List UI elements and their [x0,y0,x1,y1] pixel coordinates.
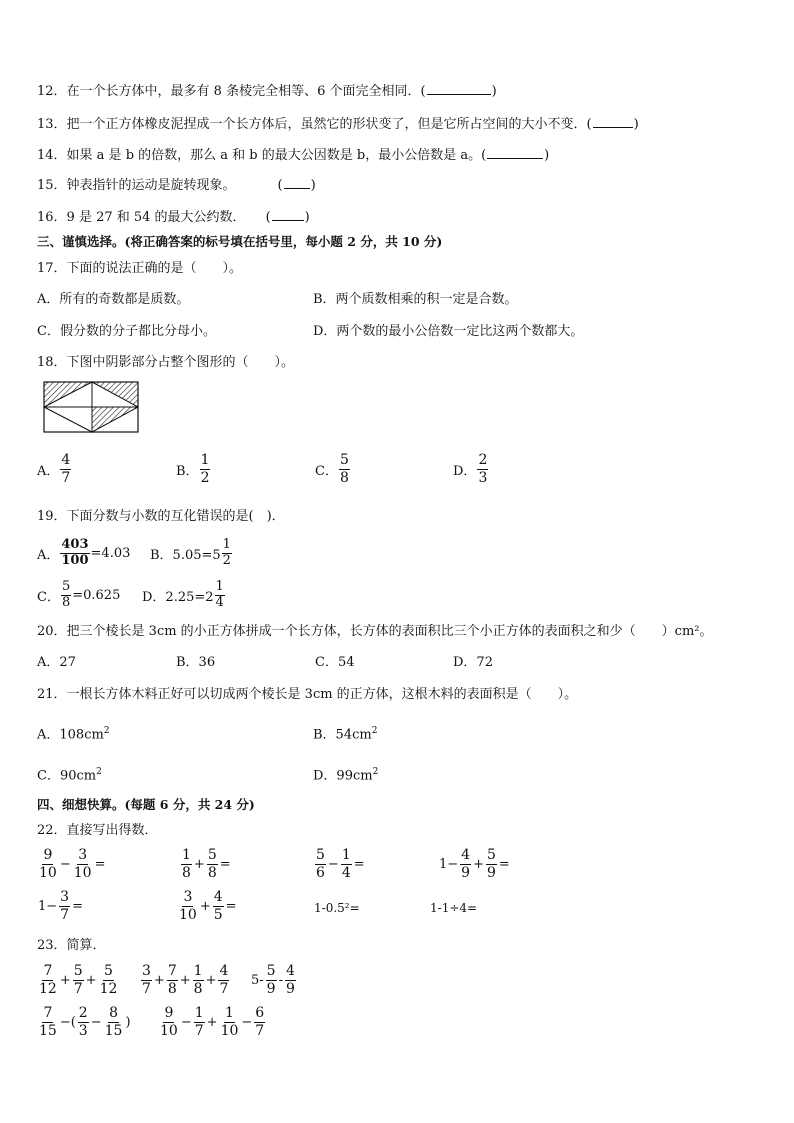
question-23-stem: 23．简算． [37,938,106,953]
option-label: B．5.05=5 [150,547,221,563]
q21-option-b[interactable]: B．$54cm^2$ [313,726,378,743]
option-label: A． [37,463,60,479]
q21-option-d[interactable]: D．$99cm^2$ [313,767,379,784]
q22-expression-4: 1− $\frac{4}{9}$ + $\frac{5}{9}$ = [439,847,510,881]
q18-option-d[interactable] [453,452,489,486]
fraction: $\frac{2}{3}$ [478,452,488,486]
option-label: D． [453,463,477,479]
paren-open: ( [265,210,271,225]
section-4-title: 四、细想快算。(每题 6 分，共 24 分) [37,797,255,812]
q16-text: 16．9 是 27 和 54 的最大公约数． [37,210,246,225]
q17-option-b[interactable]: B．两个质数相乘的积一定是合数。 [313,292,518,307]
paren-open: ( [277,178,283,193]
q13-text: 13．把一个正方体橡皮泥捏成一个长方体后，虽然它的形状变了，但是它所占空间的大小不变．( [37,117,592,132]
question-22-stem: 22．直接写出得数． [37,823,158,838]
q20-option-a[interactable]: A．27 [37,655,76,670]
answer-blank[interactable] [427,82,491,95]
answer-blank[interactable] [284,176,310,189]
fraction: $\frac{4}{7}$ [61,452,71,486]
paren-close: ) [633,117,639,132]
fraction: $\frac{1}{2}$ [222,537,231,568]
q23-expression-2: $\frac{3}{7}$ + $\frac{7}{8}$ + $\frac{1}{8}$ + $\frac{4}{7}$ [142,963,229,997]
q23-expression-1: $\frac{7}{12}$ + $\frac{5}{7}$ + $\frac{5}{12}$ [39,963,118,997]
question-18-stem: 18．下图中阴影部分占整个图形的（ ）。 [37,355,295,370]
fraction: $\frac{5}{8}$ [61,579,71,610]
question-21-stem: 21．一根长方体木料正好可以切成两个棱长是 3cm 的正方体，这根木料的表面积是（ ）。 [37,687,578,702]
q22-expression-6: $\frac{3}{10}$ + $\frac{4}{5}$ = [179,889,237,923]
answer-blank[interactable] [272,208,304,221]
option-value: =4.03 [90,545,131,561]
option-label: B． [176,463,199,479]
q17-option-c[interactable]: C．假分数的分子都比分母小。 [37,324,216,339]
q21-option-a[interactable]: A．$108cm^2$ [37,726,110,743]
answer-blank[interactable] [593,115,633,128]
q19-option-a[interactable] [37,538,130,568]
q23-expression-4: $\frac{7}{15}$ −( $\frac{2}{3}$ − $\frac{8}{15}$ ) [39,1005,131,1039]
option-label: C． [315,463,338,479]
q12-text: 12．在一个长方体中，最多有 8 条棱完全相等、6 个面完全相同．( [37,84,426,99]
fraction: $\frac{1}{2}$ [200,452,210,486]
question-12 [37,82,497,101]
section-3-title: 三、谨慎选择。(将正确答案的标号填在括号里，每小题 2 分，共 10 分) [37,234,443,249]
paren-close: ) [304,210,310,225]
q18-option-c[interactable] [315,452,351,486]
q18-option-b[interactable] [176,452,211,486]
shaded-figure [43,381,139,433]
option-label: D．2.25=2 [142,589,214,605]
q22-expression-3: $\frac{5}{6}$ − $\frac{1}{4}$ = [316,847,365,881]
q23-expression-3: 5- $\frac{5}{9}$ - $\frac{4}{9}$ [251,963,295,997]
option-label: A． [37,547,60,563]
q20-option-d[interactable]: D．72 [453,655,493,670]
q17-option-a[interactable]: A．所有的奇数都是质数。 [37,292,190,307]
q20-option-c[interactable]: C．54 [315,655,355,670]
q14-text: 14．如果 a 是 b 的倍数，那么 a 和 b 的最大公因数是 b，最小公倍数是 a。( [37,148,487,163]
question-14 [37,146,549,165]
q20-option-b[interactable]: B．36 [176,655,216,670]
question-16 [37,208,310,227]
fraction: $\frac{1}{4}$ [215,579,224,610]
q15-text: 15．钟表指针的运动是旋转现象。 [37,178,236,193]
paren-close: ) [310,178,316,193]
fraction: $\frac{5}{8}$ [339,452,349,486]
q23-expression-5: $\frac{9}{10}$ − $\frac{1}{7}$ + $\frac{1}{10}$ − $\frac{6}{7}$ [160,1005,265,1039]
paren-close: ) [544,148,550,163]
q18-option-a[interactable] [37,452,72,486]
q22-expression-8: 1-1÷4= [430,901,478,915]
q21-option-c[interactable]: C．$90cm^2$ [37,767,102,784]
answer-blank[interactable] [487,146,543,159]
option-label: C． [37,589,60,605]
q19-option-b[interactable] [150,538,233,568]
q22-expression-5: 1− $\frac{3}{7}$ = [38,889,83,923]
q19-option-d[interactable] [142,580,226,610]
option-value: =0.625 [72,587,121,603]
question-17-stem: 17．下面的说法正确的是（ ）。 [37,261,243,276]
q22-expression-1: $\frac{9}{10}$ − $\frac{3}{10}$ = [39,847,106,881]
q22-expression-2: $\frac{1}{8}$ + $\frac{5}{8}$ = [182,847,231,881]
q22-expression-7: 1-0.5²= [314,901,360,915]
question-20-stem: 20．把三个棱长是 3cm 的小正方体拼成一个长方体，长方体的表面积比三个小正方体的表面积之和少（ ）cm²。 [37,624,713,639]
question-15 [37,176,316,195]
question-19-stem: 19．下面分数与小数的互化错误的是( )． [37,509,285,524]
q17-option-d[interactable]: D．两个数的最小公倍数一定比这两个数都大。 [313,324,584,339]
paren-close: ) [491,84,497,99]
question-13 [37,115,639,134]
fraction: $\frac{403}{100}$ [61,537,89,568]
q19-option-c[interactable] [37,580,120,610]
